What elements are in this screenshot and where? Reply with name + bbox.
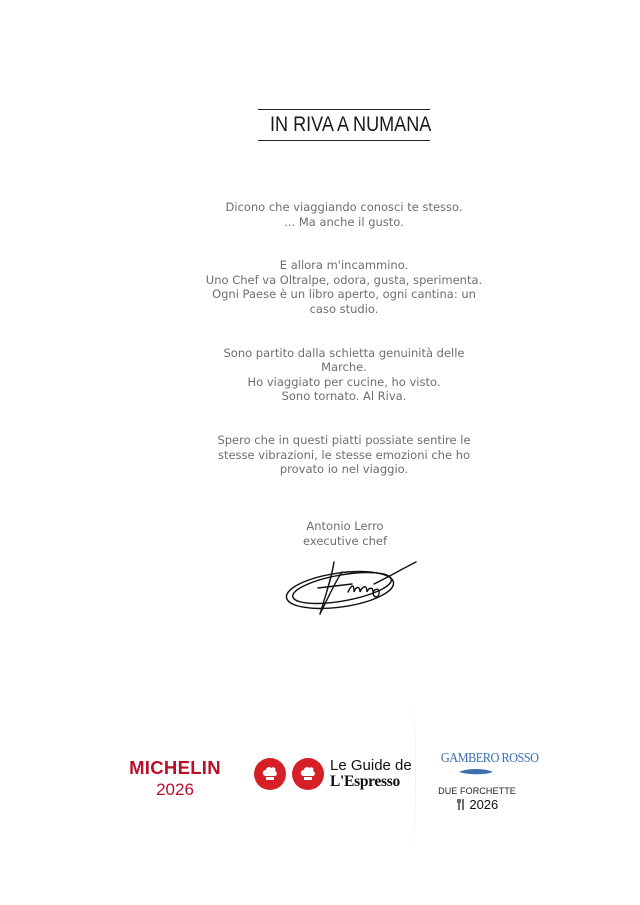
signature-block — [255, 519, 435, 548]
letter-line: Sono partito dalla schietta genuinità delle — [223, 345, 465, 360]
espresso-line2: L'Espresso — [330, 773, 400, 790]
gambero-subtitle: DUE FORCHETTE — [438, 786, 516, 796]
letter-line: stesse vibrazioni, le stesse emozioni che ho — [217, 447, 471, 462]
restaurant-logo — [258, 109, 430, 141]
gambero-year-row — [436, 797, 518, 812]
michelin-year: 2026 — [156, 780, 194, 799]
chef-hat-icon — [254, 758, 286, 790]
logo-text: IN RIVA A NUMANA — [270, 113, 432, 136]
letter-paragraph — [200, 433, 488, 477]
gambero-brand: GAMBERO ROSSO — [440, 751, 539, 766]
chef-role: executive chef — [303, 533, 387, 548]
handwritten-signature — [282, 558, 422, 620]
letter-paragraph — [200, 258, 488, 316]
letter-paragraph — [200, 200, 488, 229]
letter-line: ... Ma anche il gusto. — [284, 214, 404, 229]
letter-line: Spero che in questi piatti possiate sentire le — [217, 432, 471, 447]
letter-line: Dicono che viaggiando conosci te stesso. — [225, 200, 463, 214]
chef-letter — [200, 200, 488, 506]
awards-divider — [415, 700, 416, 850]
letter-line: Ogni Paese è un libro aperto, ogni cantina: un — [212, 287, 476, 302]
fork-icon — [456, 799, 466, 810]
letter-line: Uno Chef va Oltralpe, odora, gusta, sperimenta. — [205, 272, 483, 287]
letter-line: provato io nel viaggio. — [279, 462, 409, 477]
letter-line: Ho viaggiato per cucine, ho visto. — [247, 374, 441, 389]
letter-line: caso studio. — [309, 301, 379, 316]
michelin-name: MICHELIN — [129, 757, 221, 778]
chef-hat-icon — [292, 758, 324, 790]
letter-line: E allora m'incammino. — [279, 258, 409, 273]
michelin-award — [120, 757, 230, 801]
espresso-line1: Le Guide de — [330, 757, 412, 774]
letter-line: Sono tornato. Al Riva. — [281, 389, 407, 404]
espresso-label — [330, 758, 412, 790]
shrimp-icon — [457, 768, 497, 776]
espresso-award — [254, 758, 412, 790]
logo-bottom-rule — [258, 140, 430, 141]
letter-line: Marche. — [321, 360, 367, 375]
gambero-year: 2026 — [469, 797, 499, 812]
gambero-rosso-award — [436, 751, 539, 812]
letter-paragraph — [200, 346, 488, 404]
chef-name: Antonio Lerro — [306, 519, 384, 533]
